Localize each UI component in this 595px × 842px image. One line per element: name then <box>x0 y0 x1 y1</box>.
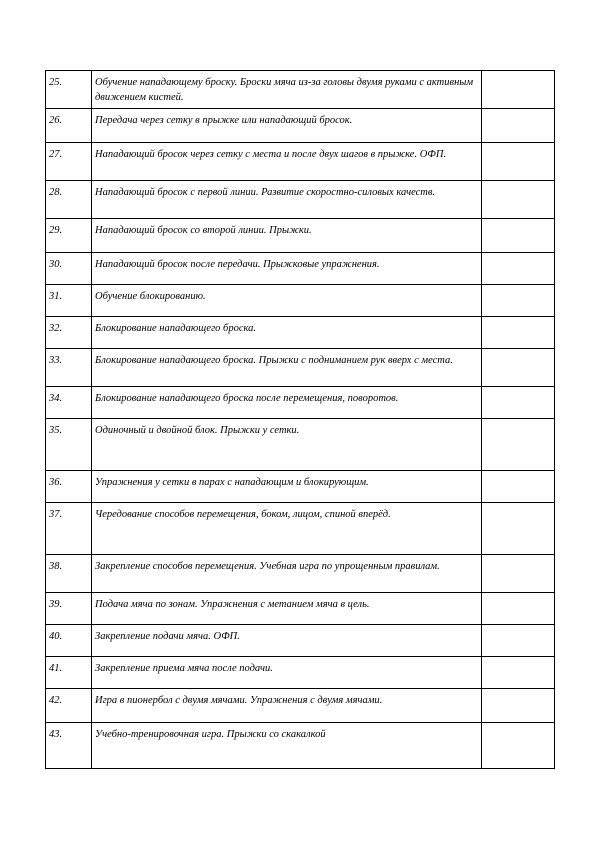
lesson-number-cell: 32. <box>46 317 92 349</box>
lesson-number-cell: 41. <box>46 657 92 689</box>
lesson-plan-table <box>45 70 555 769</box>
lesson-topic-cell: Блокирование нападающего броска после перемещения, поворотов. <box>92 387 482 419</box>
empty-cell <box>482 71 555 109</box>
table-row <box>46 471 555 503</box>
lesson-topic-cell: Нападающий бросок с первой линии. Развитие скоростно-силовых качеств. <box>92 181 482 219</box>
lesson-number-cell: 40. <box>46 625 92 657</box>
lesson-number-cell: 27. <box>46 143 92 181</box>
lesson-topic-cell: Нападающий бросок со второй линии. Прыжки. <box>92 219 482 253</box>
lesson-number-cell: 26. <box>46 109 92 143</box>
lesson-topic-cell: Закрепление приема мяча после подачи. <box>92 657 482 689</box>
table-row <box>46 253 555 285</box>
lesson-topic-cell: Блокирование нападающего броска. <box>92 317 482 349</box>
table-row <box>46 689 555 723</box>
empty-cell <box>482 387 555 419</box>
lesson-topic-cell: Нападающий бросок через сетку с места и после двух шагов в прыжке. ОФП. <box>92 143 482 181</box>
empty-cell <box>482 109 555 143</box>
empty-cell <box>482 253 555 285</box>
lesson-number-cell: 34. <box>46 387 92 419</box>
lesson-number-cell: 35. <box>46 419 92 471</box>
lesson-topic-cell: Закрепление подачи мяча. ОФП. <box>92 625 482 657</box>
empty-cell <box>482 181 555 219</box>
lesson-topic-cell: Учебно-тренировочная игра. Прыжки со скакалкой <box>92 723 482 769</box>
table-row <box>46 723 555 769</box>
lesson-number-cell: 33. <box>46 349 92 387</box>
table-row <box>46 143 555 181</box>
table-body <box>46 71 555 769</box>
table-row <box>46 181 555 219</box>
table-row <box>46 503 555 555</box>
lesson-topic-cell: Блокирование нападающего броска. Прыжки с подниманием рук вверх с места. <box>92 349 482 387</box>
empty-cell <box>482 349 555 387</box>
table-row <box>46 555 555 593</box>
lesson-topic-cell: Закрепление способов перемещения. Учебная игра по упрощенным правилам. <box>92 555 482 593</box>
empty-cell <box>482 689 555 723</box>
lesson-number-cell: 39. <box>46 593 92 625</box>
lesson-number-cell: 43. <box>46 723 92 769</box>
lesson-topic-cell: Одиночный и двойной блок. Прыжки у сетки. <box>92 419 482 471</box>
lesson-number-cell: 28. <box>46 181 92 219</box>
table-row <box>46 387 555 419</box>
lesson-topic-cell: Упражнения у сетки в парах с нападающим и блокирующим. <box>92 471 482 503</box>
table-row <box>46 593 555 625</box>
table-row <box>46 285 555 317</box>
lesson-number-cell: 36. <box>46 471 92 503</box>
lesson-number-cell: 31. <box>46 285 92 317</box>
empty-cell <box>482 657 555 689</box>
empty-cell <box>482 555 555 593</box>
table-row <box>46 71 555 109</box>
table-row <box>46 317 555 349</box>
empty-cell <box>482 503 555 555</box>
lesson-number-cell: 38. <box>46 555 92 593</box>
empty-cell <box>482 625 555 657</box>
empty-cell <box>482 317 555 349</box>
lesson-topic-cell: Передача через сетку в прыжке или нападающий бросок. <box>92 109 482 143</box>
table-row <box>46 219 555 253</box>
table-row <box>46 657 555 689</box>
empty-cell <box>482 723 555 769</box>
empty-cell <box>482 219 555 253</box>
table-row <box>46 419 555 471</box>
table-row <box>46 109 555 143</box>
lesson-number-cell: 42. <box>46 689 92 723</box>
table-row <box>46 625 555 657</box>
lesson-topic-cell: Обучение блокированию. <box>92 285 482 317</box>
lesson-topic-cell: Обучение нападающему броску. Броски мяча из-за головы двумя руками с активным движением кистей. <box>92 71 482 109</box>
lesson-topic-cell: Игра в пионербол с двумя мячами. Упражнения с двумя мячами. <box>92 689 482 723</box>
empty-cell <box>482 285 555 317</box>
lesson-topic-cell: Нападающий бросок после передачи. Прыжковые упражнения. <box>92 253 482 285</box>
table-row <box>46 349 555 387</box>
empty-cell <box>482 143 555 181</box>
lesson-number-cell: 37. <box>46 503 92 555</box>
lesson-number-cell: 25. <box>46 71 92 109</box>
lesson-number-cell: 29. <box>46 219 92 253</box>
empty-cell <box>482 471 555 503</box>
lesson-topic-cell: Чередование способов перемещения, боком, лицом, спиной вперёд. <box>92 503 482 555</box>
empty-cell <box>482 419 555 471</box>
lesson-number-cell: 30. <box>46 253 92 285</box>
empty-cell <box>482 593 555 625</box>
lesson-topic-cell: Подача мяча по зонам. Упражнения с метанием мяча в цель. <box>92 593 482 625</box>
